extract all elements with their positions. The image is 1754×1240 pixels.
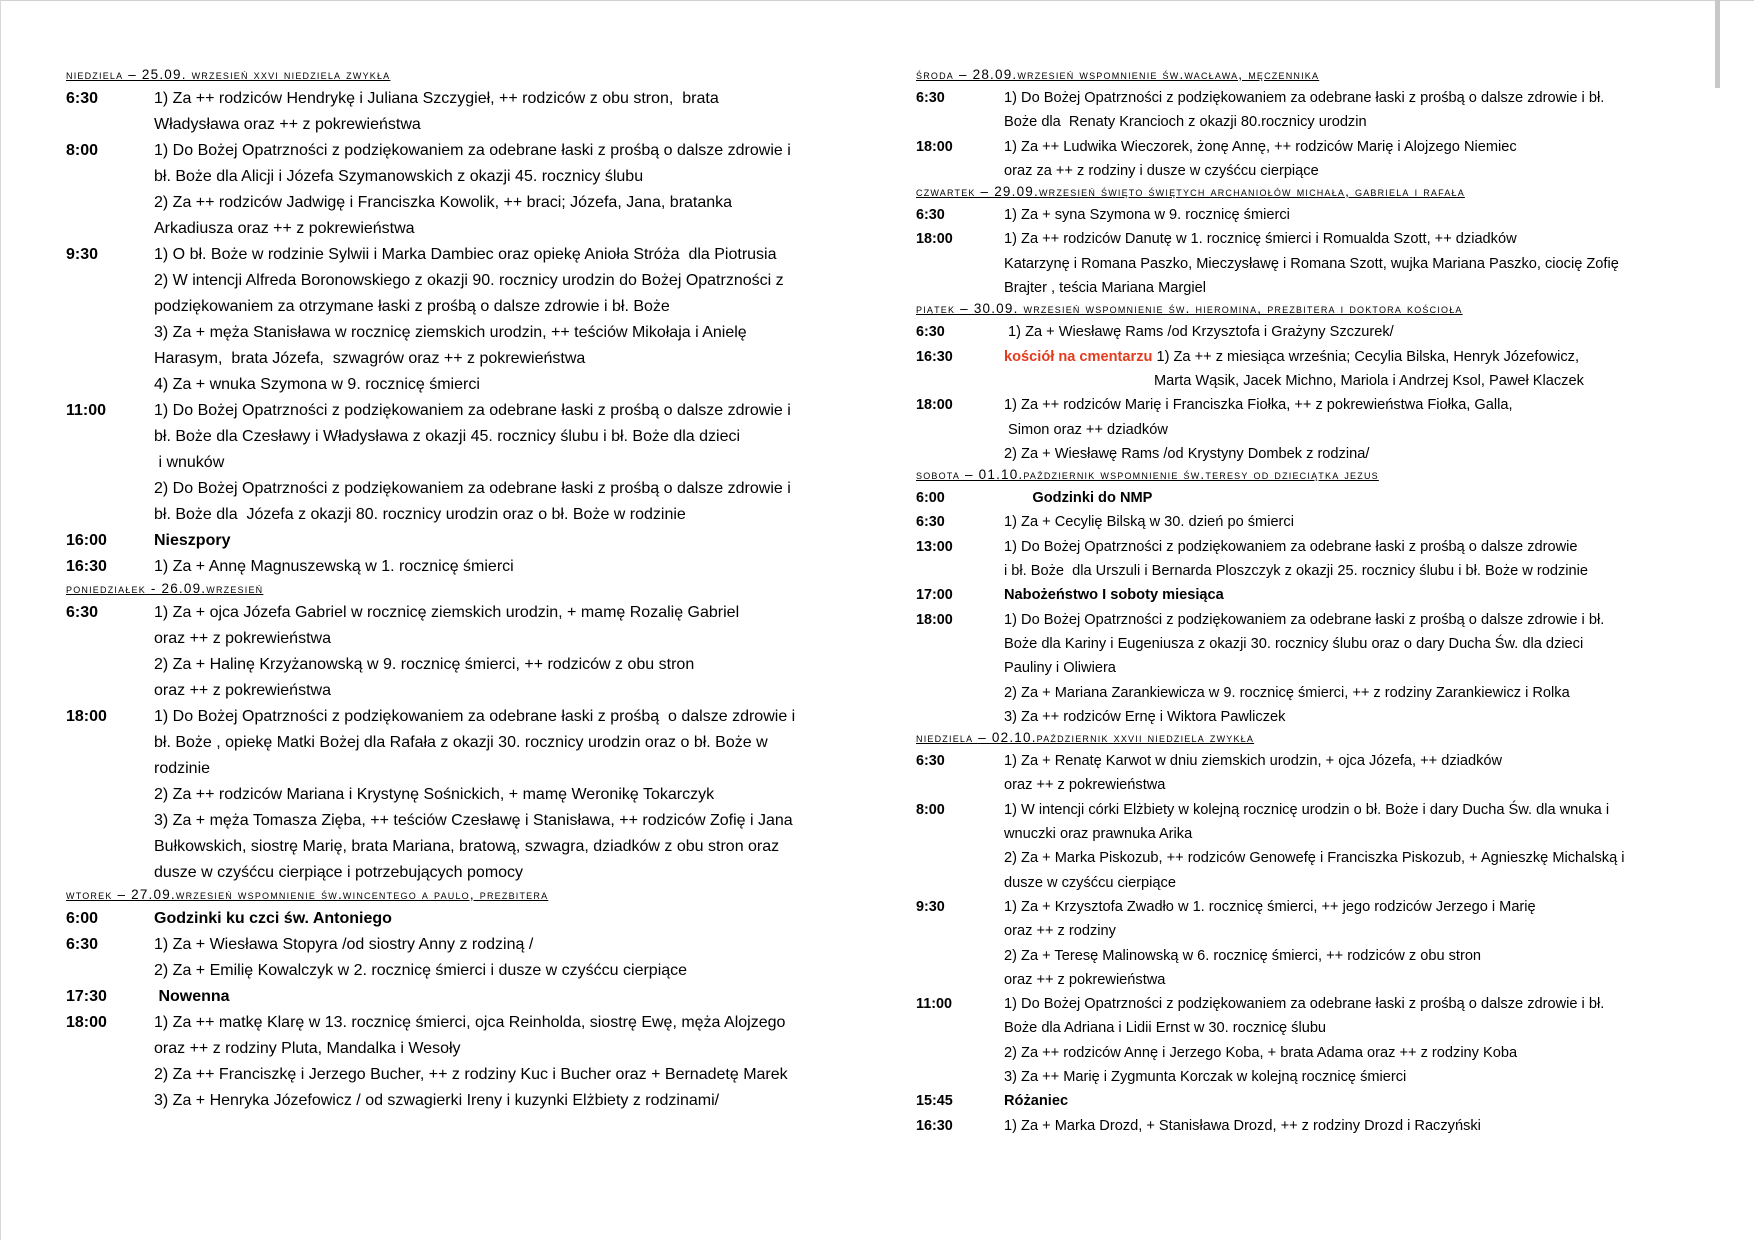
mass-time: 18:00 [916,611,953,628]
mass-time: 18:00 [916,138,953,155]
intentions [154,398,846,528]
intention-line: 1) Za + Renatę Karwot w dniu ziemskich urodzin, + ojca Józefa, ++ dziadków [1004,753,1503,770]
mass-entry [66,906,846,932]
mass-entry [66,528,846,554]
intention-line: 2) Do Bożej Opatrzności z podziękowaniem za odebrane łaski z prośbą o dalsze zdrowie i [154,480,791,497]
mass-entry [66,600,846,704]
intentions [1004,486,1696,510]
intention-line: oraz ++ z rodziny Pluta, Mandalka i Wesoły [154,1040,461,1057]
mass-time: 16:00 [66,532,107,549]
intention-line: 2) Za + Wiesławę Rams /od Krystyny Dombek z rodzina/ [1004,445,1370,462]
mass-time: 18:00 [66,1014,107,1031]
intentions [154,704,846,886]
day-header: wtorek – 27.09.wrzesień wspomnienie św.wincentego a paulo, prezbitera [66,887,549,902]
intention-line: 1) Za ++ rodziców Hendrykę i Juliana Szczygieł, ++ rodziców z obu stron, brata [154,90,719,107]
mass-entry [66,86,846,138]
intention-line: Katarzynę i Romana Paszko, Mieczysławę i Romana Szott, wujka Mariana Paszko, ciocię Zofię [1004,255,1619,272]
intention-line: bł. Boże dla Józefa z okazji 80. rocznicy urodzin oraz o bł. Boże w rodzinie [154,506,686,523]
intention-line: bł. Boże , opiekę Matki Bożej dla Rafała z okazji 30. rocznicy urodzin oraz o bł. Boże w [154,734,768,751]
intention-text: 1) Za ++ z miesiąca września; Cecylia Bilska, Henryk Józefowicz, [1152,348,1580,365]
intention-line: 1) Za + Krzysztofa Zwadło w 1. rocznicę śmierci, ++ jego rodziców Jerzego i Marię [1004,898,1536,915]
intention-line: Brajter , teścia Mariana Margiel [1004,280,1206,297]
mass-entry [916,135,1696,184]
intention-line: oraz ++ z pokrewieństwa [1004,777,1166,794]
intention-line: 2) Za + Halinę Krzyżanowską w 9. rocznicę śmierci, ++ rodziców z obu stron [154,656,695,673]
mass-time: 11:00 [916,996,953,1013]
intention-line: Nowenna [154,988,230,1005]
intention-line: 1) Za ++ rodziców Marię i Franciszka Fiołka, ++ z pokrewieństwa Fiołka, Galla, [1004,397,1513,414]
mass-time: 16:30 [916,348,953,365]
intention-line: bł. Boże dla Alicji i Józefa Szymanowskich z okazji 45. rocznicy ślubu [154,168,644,185]
mass-entry [916,583,1696,607]
intention-line: oraz za ++ z rodziny i dusze w czyśćcu cierpiące [1004,162,1319,179]
intention-line: 2) Za ++ rodziców Jadwigę i Franciszka Kowolik, ++ braci; Józefa, Jana, bratanka [154,194,733,211]
intention-line: 1) Do Bożej Opatrzności z podziękowaniem za odebrane łaski z prośbą o dalsze zdrowie i [154,402,791,419]
intention-line [1004,345,1696,369]
mass-time: 13:00 [916,538,953,555]
mass-entry [916,227,1696,300]
mass-entry [916,1114,1696,1138]
intention-line: 2) Za + Marka Piskozub, ++ rodziców Genowefę i Franciszka Piskozub, + Agnieszkę Michalską i [1004,850,1625,867]
intention-line: 1) Za + ojca Józefa Gabriel w rocznicę ziemskich urodzin, + mamę Rozalię Gabriel [154,604,740,621]
intentions [1004,203,1696,227]
intentions [1004,535,1696,584]
intention-line: 1) W intencji córki Elżbiety w kolejną rocznicę urodzin o bł. Boże i dary Ducha Św. dla wnuka i [1004,801,1610,818]
intention-line: 1) Do Bożej Opatrzności z podziękowaniem za odebrane łaski z prośbą o dalsze zdrowie i [154,142,791,159]
mass-time: 15:45 [916,1093,953,1110]
intention-line: 3) Za + męża Stanisława w rocznicę ziemskich urodzin, ++ teściów Mikołaja i Anielę [154,324,747,341]
intentions [1004,1114,1696,1138]
page-left-border [0,0,1,1240]
mass-time: 8:00 [916,801,945,818]
intention-line: 1) Do Bożej Opatrzności z podziękowaniem za odebrane łaski z prośbą o dalsze zdrowie i bł. [1004,611,1605,628]
intention-line: 2) Za + Teresę Malinowską w 6. rocznicę śmierci, ++ rodziców z obu stron [1004,947,1482,964]
mass-entry [916,86,1696,135]
mass-time: 6:30 [916,90,945,106]
intentions [154,932,846,984]
intention-line: 1) Za + Annę Magnuszewską w 1. rocznicę śmierci [154,558,514,575]
intention-line: 2) Za + Emilię Kowalczyk w 2. rocznicę śmierci i dusze w czyśćcu cierpiące [154,962,688,979]
intentions [154,554,846,580]
intention-line: 1) Za + syna Szymona w 9. rocznicę śmierci [1004,207,1290,224]
mass-entry [916,608,1696,729]
mass-entry [916,535,1696,584]
intentions [154,600,846,704]
mass-entry [916,203,1696,227]
mass-time: 11:00 [66,402,107,419]
intention-line: Harasym, brata Józefa, szwagrów oraz ++ z pokrewieństwa [154,350,586,367]
intentions [1004,393,1696,466]
page-top-border [0,0,1754,1]
mass-time: 8:00 [66,142,99,159]
intention-line: rodzinie [154,760,211,777]
mass-time: 16:30 [66,558,107,575]
intentions [1004,992,1696,1089]
intention-line: 2) W intencji Alfreda Boronowskiego z okazji 90. rocznicy urodzin do Bożej Opatrzności z [154,272,784,289]
intention-line: Simon oraz ++ dziadków [1004,421,1168,438]
mass-time: 9:30 [916,898,945,915]
intention-line: 1) Za ++ rodziców Danutę w 1. rocznicę śmierci i Romualda Szott, ++ dziadków [1004,231,1517,248]
mass-entry [66,242,846,398]
intentions [154,1010,846,1114]
scrollbar[interactable] [1715,0,1720,88]
intentions [154,86,846,138]
mass-time: 6:30 [916,207,945,224]
intention-line: wnuczki oraz prawnuka Arika [1004,826,1193,843]
mass-entry [916,510,1696,534]
mass-entry [916,1089,1696,1113]
intention-line: 3) Za + męża Tomasza Zięba, ++ teściów Czesławę i Stanisława, ++ rodziców Zofię i Jana [154,812,793,829]
intention-line: Marta Wąsik, Jacek Michno, Mariola i Andrzej Ksol, Paweł Klaczek [1004,372,1584,389]
intention-line: 1) Za ++ Ludwika Wieczorek, żonę Annę, ++ rodziców Marię i Alojzego Niemiec [1004,138,1517,155]
intentions [154,984,846,1010]
intention-line: i bł. Boże dla Urszuli i Bernarda Ploszczyk z okazji 25. rocznicy ślubu i bł. Boże w rodzinie [1004,563,1588,580]
intention-line: Nieszpory [154,532,231,549]
mass-entry [916,798,1696,895]
location-note: kościół na cmentarzu [1004,348,1153,365]
mass-entry [66,932,846,984]
intentions [1004,895,1696,992]
day-header: piątek – 30.09. wrzesień wspomnienie św. hieromina, prezbitera i doktora kościoła [916,301,1463,317]
intention-line: 1) Za + Wiesława Stopyra /od siostry Anny z rodziną / [154,936,534,953]
mass-entry [66,1010,846,1114]
intentions [154,528,846,554]
mass-entry [916,749,1696,798]
intention-line: 1) Za + Marka Drozd, + Stanisława Drozd, ++ z rodziny Drozd i Raczyński [1004,1117,1481,1134]
intention-line: oraz ++ z pokrewieństwa [154,630,331,647]
intention-line: bł. Boże dla Czesławy i Władysława z okazji 45. rocznicy ślubu i bł. Boże dla dzieci [154,428,741,445]
intention-line: 1) Za + Cecylię Bilską w 30. dzień po śmierci [1004,514,1294,531]
intentions [1004,583,1696,607]
intentions [1004,510,1696,534]
intentions [1004,749,1696,798]
intentions [1004,135,1696,184]
mass-time: 16:30 [916,1117,953,1134]
intention-line: Bułkowskich, siostrę Marię, brata Mariana, bratową, szwagra, dziadków z obu stron oraz [154,838,780,855]
intention-line: oraz ++ z rodziny [1004,923,1116,940]
mass-time: 18:00 [916,397,953,414]
intentions [1004,608,1696,729]
mass-time: 9:30 [66,246,99,263]
intention-line: 1) Za + Wiesławę Rams /od Krzysztofa i Grażyny Szczurek/ [1004,324,1394,341]
mass-time: 6:00 [916,490,945,507]
left-column [66,66,846,1114]
day-header: niedziela – 25.09. wrzesień xxvi niedziela zwykła [66,67,391,82]
intention-line: Boże dla Kariny i Eugeniusza z okazji 30. rocznicy ślubu oraz o dary Ducha Św. dla dzieci [1004,635,1584,652]
intention-line: 1) Do Bożej Opatrzności z podziękowaniem za odebrane łaski z prośbą o dalsze zdrowie i bł. [1004,90,1605,106]
intention-line: 1) Do Bożej Opatrzności z podziękowaniem za odebrane łaski z prośbą o dalsze zdrowie i [154,708,796,725]
intention-line: 2) Za ++ rodziców Mariana i Krystynę Sośnickich, + mamę Weronikę Tokarczyk [154,786,715,803]
intention-line: 3) Za ++ Marię i Zygmunta Korczak w kolejną rocznicę śmierci [1004,1068,1407,1085]
mass-entry [916,345,1696,394]
mass-entry [916,992,1696,1089]
intention-line: oraz ++ z pokrewieństwa [154,682,331,699]
intentions [154,242,846,398]
intention-line: 2) Za + Mariana Zarankiewicza w 9. rocznicę śmierci, ++ z rodziny Zarankiewicz i Rolka [1004,684,1570,701]
mass-entry [66,984,846,1010]
intention-line: Władysława oraz ++ z pokrewieństwa [154,116,421,133]
intention-line: Godzinki do NMP [1004,490,1153,507]
mass-time: 17:00 [916,587,953,604]
intention-line: i wnuków [154,454,225,471]
mass-entry [916,320,1696,344]
day-header: sobota – 01.10.październik wspomnienie św.teresy od dzieciątka jezus [916,467,1379,483]
intentions [154,138,846,242]
intention-line: Pauliny i Oliwiera [1004,660,1116,677]
intention-line: Różaniec [1004,1093,1069,1110]
intention-line: dusze w czyśćcu cierpiące i potrzebujących pomocy [154,864,524,881]
day-header: czwartek – 29.09.wrzesień święto świętych archaniołów michała, gabriela i rafała [916,184,1465,200]
right-column [916,66,1696,1138]
intention-line: 1) O bł. Boże w rodzinie Sylwii i Marka Dambiec oraz opiekę Anioła Stróża dla Piotrusia [154,246,777,263]
mass-time: 6:30 [66,936,99,953]
mass-entry [916,486,1696,510]
day-header: środa – 28.09.wrzesień wspomnienie św.wacława, męczennika [916,67,1320,82]
intentions [1004,798,1696,895]
intention-line: 1) Do Bożej Opatrzności z podziękowaniem za odebrane łaski z prośbą o dalsze zdrowie i bł. [1004,996,1605,1013]
intentions [1004,86,1696,135]
mass-entry [66,704,846,886]
intention-line: 1) Do Bożej Opatrzności z podziękowaniem za odebrane łaski z prośbą o dalsze zdrowie [1004,538,1578,555]
intentions [1004,1089,1696,1113]
intentions [1004,227,1696,300]
day-header: poniedziałek - 26.09.wrzesień [66,581,264,596]
intention-line: oraz ++ z pokrewieństwa [1004,971,1166,988]
intention-line: Godzinki ku czci św. Antoniego [154,910,392,927]
mass-entry [66,554,846,580]
intention-line: podziękowaniem za otrzymane łaski z prośbą o dalsze zdrowie i bł. Boże [154,298,670,315]
intention-line: 2) Za ++ rodziców Annę i Jerzego Koba, + brata Adama oraz ++ z rodziny Koba [1004,1044,1518,1061]
mass-time: 6:30 [916,514,945,531]
intention-line: Boże dla Adriana i Lidii Ernst w 30. rocznicę ślubu [1004,1020,1327,1037]
intentions [154,906,846,932]
intention-line: Arkadiusza oraz ++ z pokrewieństwa [154,220,415,237]
intention-line: 3) Za + Henryka Józefowicz / od szwagierki Ireny i kuzynki Elżbiety z rodzinami/ [154,1092,720,1109]
mass-entry [66,398,846,528]
mass-time: 6:30 [66,604,99,621]
intention-line: 2) Za ++ Franciszkę i Jerzego Bucher, ++ z rodziny Kuc i Bucher oraz + Bernadetę Marek [154,1066,788,1083]
mass-entry [916,895,1696,992]
mass-time: 18:00 [66,708,107,725]
mass-time: 18:00 [916,231,953,248]
intention-line: dusze w czyśćcu cierpiące [1004,874,1176,891]
day-header: niedziela – 02.10.październik xxvii niedziela zwykła [916,730,1255,746]
intention-line: 1) Za ++ matkę Klarę w 13. rocznicę śmierci, ojca Reinholda, siostrę Ewę, męża Alojzego [154,1014,786,1031]
mass-time: 17:30 [66,988,107,1005]
intention-line: Nabożeństwo I soboty miesiąca [1004,587,1224,604]
mass-time: 6:30 [916,324,945,341]
intentions [1004,345,1696,394]
mass-time: 6:30 [916,753,945,770]
mass-entry [916,393,1696,466]
mass-entry [66,138,846,242]
intention-line: 3) Za ++ rodziców Ernę i Wiktora Pawliczek [1004,708,1286,725]
intention-line: Boże dla Renaty Krancioch z okazji 80.rocznicy urodzin [1004,114,1367,131]
intention-line: 4) Za + wnuka Szymona w 9. rocznicę śmierci [154,376,480,393]
mass-time: 6:30 [66,90,99,107]
mass-time: 6:00 [66,910,99,927]
intentions [1004,320,1696,344]
